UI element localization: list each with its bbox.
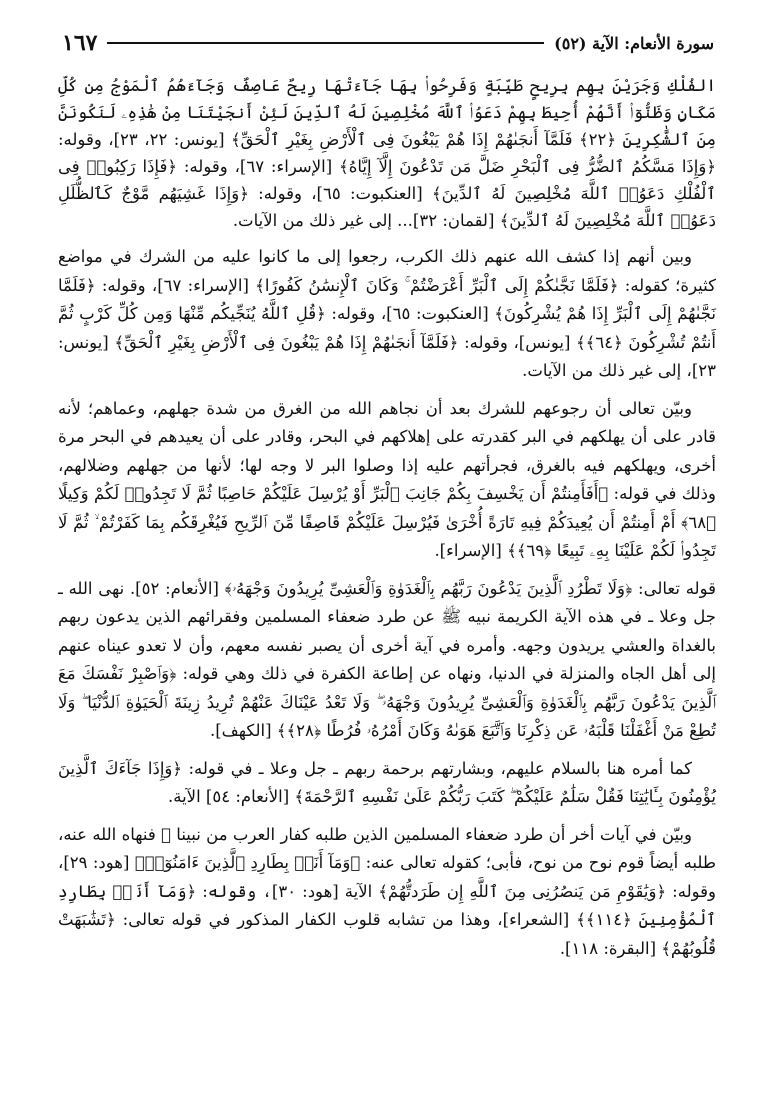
page-number: ١٦٧ — [62, 30, 98, 56]
paragraph-commentary-heading: قوله تعالى: ﴿وَلَا تَطْرُدِ ٱلَّذِينَ يَدْعُونَ رَبَّهُم بِٱلْغَدَوٰةِ وَٱلْعَشِىِّ يُرِيدُونَ وَجْهَهُۥ﴾ [الأنعام: ٥٢]. نهى الله ـ جل وعلا ـ في هذه الآية الكريمة نبيه ﷺ عن طرد ضعفاء المسلمين وفقرائهم الذين يدعون ربهم بالغداة والعشي يريدون وجهه. وأمره في آية أخرى أن يصبر نفسه معهم، وأن لا تعدو عيناه عنهم إلى أهل الجاه والمنزلة في الدنيا، ونهاه عن إطاعة الكفرة في ذلك وهي قوله: ﴿وَٱصْبِرْ نَفْسَكَ مَعَ ٱلَّذِينَ يَدْعُونَ رَبَّهُم بِٱلْغَدَوٰةِ وَٱلْعَشِىِّ يُرِيدُونَ وَجْهَهُۥ ۖ وَلَا تَعْدُ عَيْنَاكَ عَنْهُمْ تُرِيدُ زِينَةَ ٱلْحَيَوٰةِ ٱلدُّنْيَا ۖ وَلَا تُطِعْ مَنْ أَغْفَلْنَا قَلْبَهُۥ عَن ذِكْرِنَا وَٱتَّبَعَ هَوَىٰهُ وَكَانَ أَمْرُهُۥ فُرُطًا ﴿٢٨﴾﴾ [الكهف]. — [58, 578, 716, 740]
paragraph: الفُلْكِ وَجَرَيْنَ بِهِم بِرِيحٍ طَيِّبَةٍ وَفَرِحُوا۟ بِهَا جَآءَتْهَا رِيحٌ عَاصِفٌ وَجَآءَهُمُ ٱلْمَوْجُ مِن كُلِّ مَكَانٍ وَظَنُّوٓا۟ أَنَّهُمْ أُحِيطَ بِهِمْ دَعَوُا۟ ٱللَّهَ مُخْلِصِينَ لَهُ ٱلدِّينَ لَئِنْ أَنجَيْتَنَا مِنْ هَٰذِهِۦ لَنَكُونَنَّ مِنَ ٱلشَّٰكِرِينَ ﴿٢٢﴾ فَلَمَّآ أَنجَىٰهُمْ إِذَا هُمْ يَبْغُونَ فِى ٱلْأَرْضِ بِغَيْرِ ٱلْحَقِّ﴾ [يونس: ٢٢، ٢٣]، وقوله: ﴿وَإِذَا مَسَّكُمُ ٱلضُّرُّ فِى ٱلْبَحْرِ ضَلَّ مَن تَدْعُونَ إِلَّآ إِيَّاهُ﴾ [الإسراء: ٦٧]، وقوله: ﴿فَإِذَا رَكِبُوا۟ فِى ٱلْفُلْكِ دَعَوُا۟ ٱللَّهَ مُخْلِصِينَ لَهُ ٱلدِّينَ﴾ [العنكبوت: ٦٥]، وقوله: ﴿وَإِذَا غَشِيَهُم مَّوْجٌ كَٱلظُّلَلِ دَعَوُا۟ ٱللَّهَ مُخْلِصِينَ لَهُ ٱلدِّينَ﴾ [لقمان: ٣٢]... إلى غير ذلك من الآيات. — [58, 76, 716, 230]
page-body — [58, 72, 716, 972]
paragraph: كما أمره هنا بالسلام عليهم، وبشارتهم برحمة ربهم ـ جل وعلا ـ في قوله: ﴿وَإِذَا جَآءَكَ ٱلَّذِينَ يُؤْمِنُونَ بِـَٔايَٰتِنَا فَقُلْ سَلَٰمٌ عَلَيْكُمْ ۖ كَتَبَ رَبُّكُمْ عَلَىٰ نَفْسِهِ ٱلرَّحْمَةَ﴾ [الأنعام: ٥٤] الآية. — [58, 758, 716, 806]
paragraph: وبين أنهم إذا كشف الله عنهم ذلك الكرب، رجعوا إلى ما كانوا عليه من الشرك في مواضع كثيرة؛ كقوله: ﴿فَلَمَّا نَجَّىٰكُمْ إِلَى ٱلْبَرِّ أَعْرَضْتُمْ ۚ وَكَانَ ٱلْإِنسَٰنُ كَفُورًا﴾ [الإسراء: ٦٧]، وقوله: ﴿فَلَمَّا نَجَّىٰهُمْ إِلَى ٱلْبَرِّ إِذَا هُمْ يُشْرِكُونَ﴾ [العنكبوت: ٦٥]، وقوله: ﴿قُلِ ٱللَّهُ يُنَجِّيكُم مِّنْهَا وَمِن كُلِّ كَرْبٍ ثُمَّ أَنتُمْ تُشْرِكُونَ ﴿٦٤﴾﴾ [يونس]، وقوله: ﴿فَلَمَّآ أَنجَىٰهُمْ إِذَا هُمْ يَبْغُونَ فِى ٱلْأَرْضِ بِغَيْرِ ٱلْحَقِّ﴾ [يونس: ٢٣]، إلى غير ذلك من الآيات. — [58, 247, 716, 380]
paragraph: وبيّن تعالى أن رجوعهم للشرك بعد أن نجاهم الله من الغرق من شدة جهلهم، وعماهم؛ لأنه قادر على أن يهلكهم في البر كقدرته على إهلاكهم في البحر، وقادر على أن يعيدهم في البحر مرة أخرى، ويهلكهم فيه بالغرق، فجرأتهم عليه إذا وصلوا البر لا وجه لها؛ لأنها من جهلهم وضلالهم، وذلك في قوله: ﴿أَفَأَمِنتُمْ أَن يَخْسِفَ بِكُمْ جَانِبَ ٱلْبَرِّ أَوْ يُرْسِلَ عَلَيْكُمْ حَاصِبًا ثُمَّ لَا تَجِدُوا۟ لَكُمْ وَكِيلًا ﴿٦٨﴾ أَمْ أَمِنتُمْ أَن يُعِيدَكُمْ فِيهِ تَارَةً أُخْرَىٰ فَيُرْسِلَ عَلَيْكُمْ قَاصِفًا مِّنَ ٱلرِّيحِ فَيُغْرِقَكُم بِمَا كَفَرْتُمْ ۙ ثُمَّ لَا تَجِدُوا۟ لَكُمْ عَلَيْنَا بِهِۦ تَبِيعًا ﴿٦٩﴾﴾ [الإسراء]. — [58, 398, 716, 560]
paragraph: وبيّن في آيات أخر أن طرد ضعفاء المسلمين الذين طلبه كفار العرب من نبينا ﷺ فنهاه الله عنه، طلبه أيضاً قوم نوح من نوح، فأبى؛ كقوله تعالى عنه: ﴿وَمَآ أَنَا۠ بِطَارِدِ ٱلَّذِينَ ءَامَنُوٓا۟﴾ [هود: ٢٩]، وقوله: ﴿وَيَٰقَوْمِ مَن يَنصُرُنِى مِنَ ٱللَّهِ إِن طَرَدتُّهُمْ﴾ الآية [هود: ٣٠]، وقوله: ﴿وَمَآ أَنَا۠ بِطَارِدِ ٱلْمُؤْمِنِينَ ﴿١١٤﴾﴾ [الشعراء]، وهذا من تشابه قلوب الكفار المذكور في قوله تعالى: ﴿تَشَٰبَهَتْ قُلُوبُهُمْ﴾ [البقرة: ١١٨]. — [58, 824, 716, 958]
running-title: سورة الأنعام: الآية (٥٢) — [554, 33, 714, 53]
page-header — [62, 26, 714, 60]
header-rule — [107, 42, 544, 44]
